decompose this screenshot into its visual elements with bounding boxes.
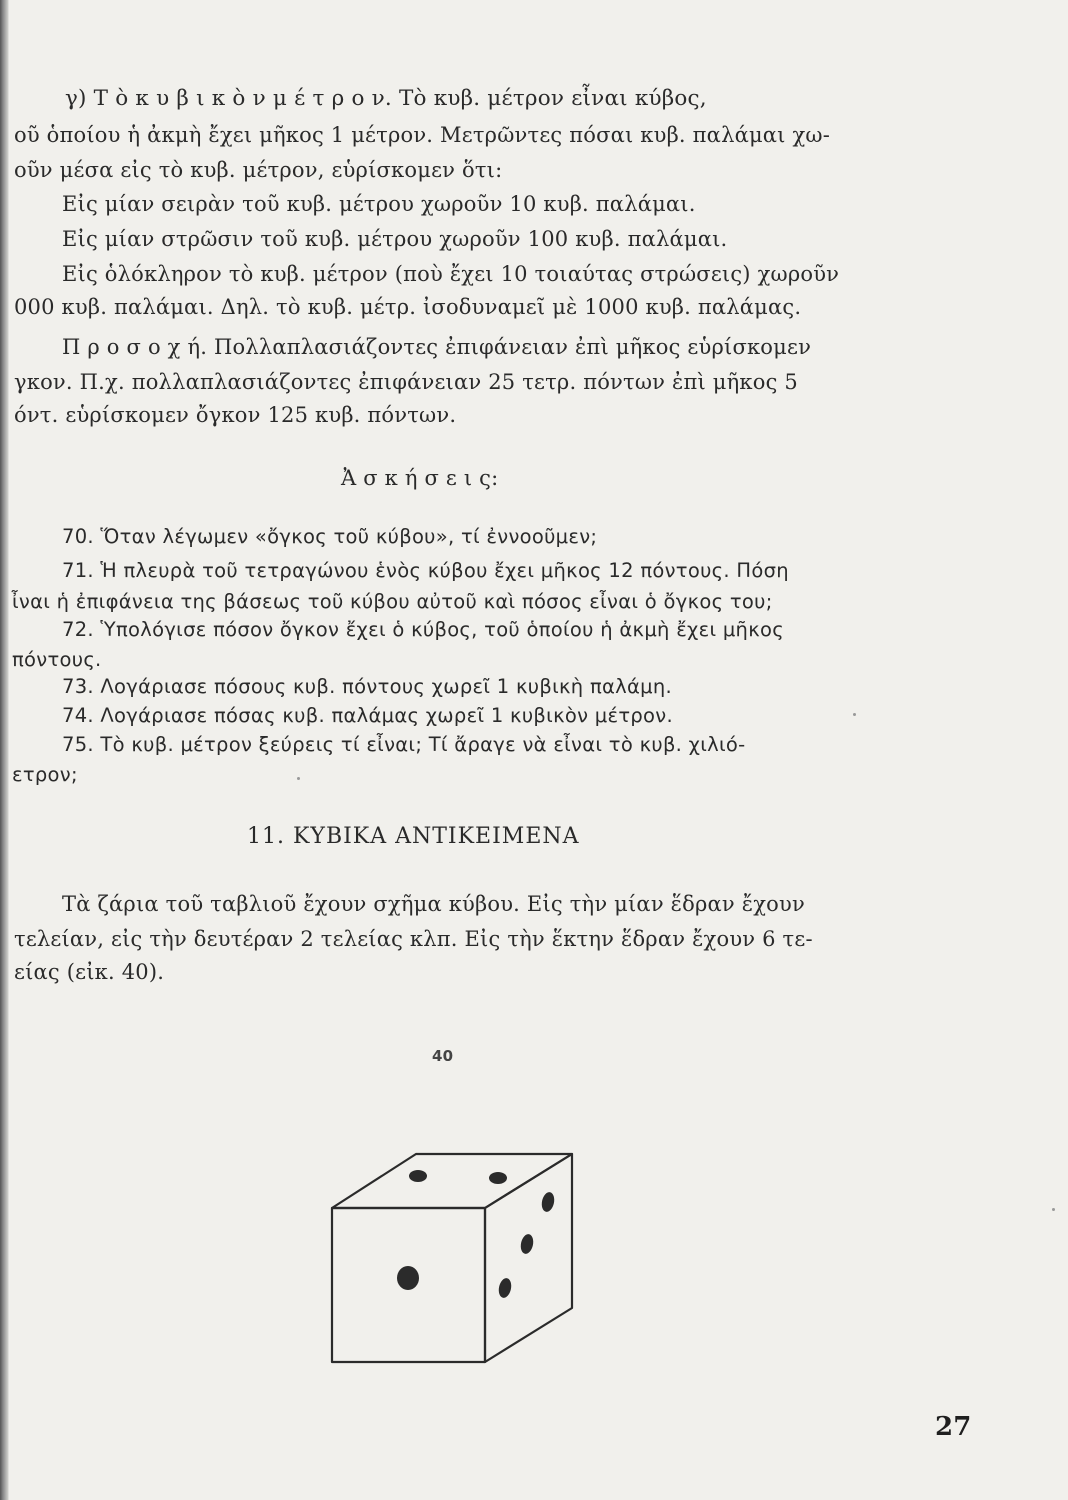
paper-speck: [853, 713, 856, 716]
exercise-line: 75. Τὸ κυβ. μέτρον ξεύρεις τί εἶναι; Τί ἄραγε νὰ εἶναι τὸ κυβ. χιλιό-: [62, 733, 746, 756]
exercise-line: 73. Λογάριασε πόσους κυβ. πόντους χωρεῖ 1 κυβικὴ παλάμη.: [62, 675, 672, 698]
paragraph-line: οῦν μέσα εἰς τὸ κυβ. μέτρον, εὑρίσκομεν ὅτι:: [14, 158, 503, 182]
exercise-line: 72. Ὑπολόγισε πόσον ὄγκον ἔχει ὁ κύβος, τοῦ ὁποίου ἡ ἀκμὴ ἔχει μῆκος: [62, 618, 784, 641]
exercise-line: 71. Ἡ πλευρὰ τοῦ τετραγώνου ἑνὸς κύβου ἔχει μῆκος 12 πόντους. Πόση: [62, 559, 789, 582]
section-heading: 11. ΚΥΒΙΚΑ ΑΝΤΙΚΕΙΜΕΝΑ: [247, 824, 580, 849]
paragraph-line: Εἰς μίαν σειρὰν τοῦ κυβ. μέτρου χωροῦν 10 κυβ. παλάμαι.: [62, 192, 696, 216]
paragraph-line: Τὰ ζάρια τοῦ ταβλιοῦ ἔχουν σχῆμα κύβου. Εἰς τὴν μίαν ἕδραν ἔχουν: [62, 892, 805, 916]
paragraph-line: Εἰς ὁλόκληρον τὸ κυβ. μέτρον (ποὺ ἔχει 10 τοιαύτας στρώσεις) χωροῦν: [62, 262, 840, 286]
exercise-line: ετρον;: [12, 763, 78, 786]
paragraph-line: είας (εἰκ. 40).: [14, 960, 165, 984]
note-line: όντ. εὑρίσκομεν ὄγκον 125 κυβ. πόντων.: [14, 403, 457, 427]
die-side-pip: [519, 1233, 535, 1255]
die-front-pip: [397, 1266, 419, 1290]
exercise-line: πόντους.: [12, 648, 102, 671]
note-line: γκον. Π.χ. πολλαπλασιάζοντες ἐπιφάνειαν 25 τετρ. πόντων ἐπὶ μῆκος 5: [14, 370, 798, 394]
die-figure: [320, 1140, 590, 1370]
page-number: 27: [935, 1412, 972, 1442]
exercise-line: ἶναι ἡ ἐπιφάνεια της βάσεως τοῦ κύβου αὐτοῦ καὶ πόσος εἶναι ὁ ὄγκος του;: [12, 590, 773, 613]
paragraph-line: τελείαν, εἰς τὴν δευτέραν 2 τελείας κλπ. Εἰς τὴν ἕκτην ἕδραν ἔχουν 6 τε-: [14, 927, 813, 951]
die-top-pip: [489, 1172, 507, 1184]
die-side-pip: [497, 1277, 513, 1299]
paragraph-line: Εἰς μίαν στρῶσιν τοῦ κυβ. μέτρου χωροῦν 100 κυβ. παλάμαι.: [62, 227, 728, 251]
paragraph-line: 000 κυβ. παλάμαι. Δηλ. τὸ κυβ. μέτρ. ἰσοδυναμεῖ μὲ 1000 κυβ. παλάμας.: [14, 295, 802, 319]
die-top-face: [332, 1154, 572, 1208]
paper-speck: [297, 777, 300, 780]
paragraph-line: οῦ ὁποίου ἡ ἀκμὴ ἔχει μῆκος 1 μέτρον. Μετρῶντες πόσαι κυβ. παλάμαι χω-: [14, 123, 831, 147]
binding-edge: [0, 0, 9, 1500]
exercise-line: 74. Λογάριασε πόσας κυβ. παλάμας χωρεῖ 1 κυβικὸν μέτρον.: [62, 704, 673, 727]
paper-speck: [1052, 1208, 1055, 1211]
die-side-face: [485, 1154, 572, 1362]
note-line: Π ρ ο σ ο χ ή. Πολλαπλασιάζοντες ἐπιφάνειαν ἐπὶ μῆκος εὑρίσκομεν: [62, 335, 812, 359]
exercises-title: Ἀ σ κ ή σ ε ι ς:: [341, 466, 499, 490]
die-side-pip: [540, 1191, 556, 1213]
exercise-line: 70. Ὅταν λέγωμεν «ὄγκος τοῦ κύβου», τί ἐννοοῦμεν;: [62, 525, 598, 548]
die-top-pip: [409, 1170, 427, 1182]
paragraph-line: γ) Τ ὸ κ υ β ι κ ὸ ν μ έ τ ρ ο ν. Τὸ κυβ. μέτρον εἶναι κύβος,: [65, 86, 707, 111]
figure-label: 40: [432, 1047, 454, 1065]
